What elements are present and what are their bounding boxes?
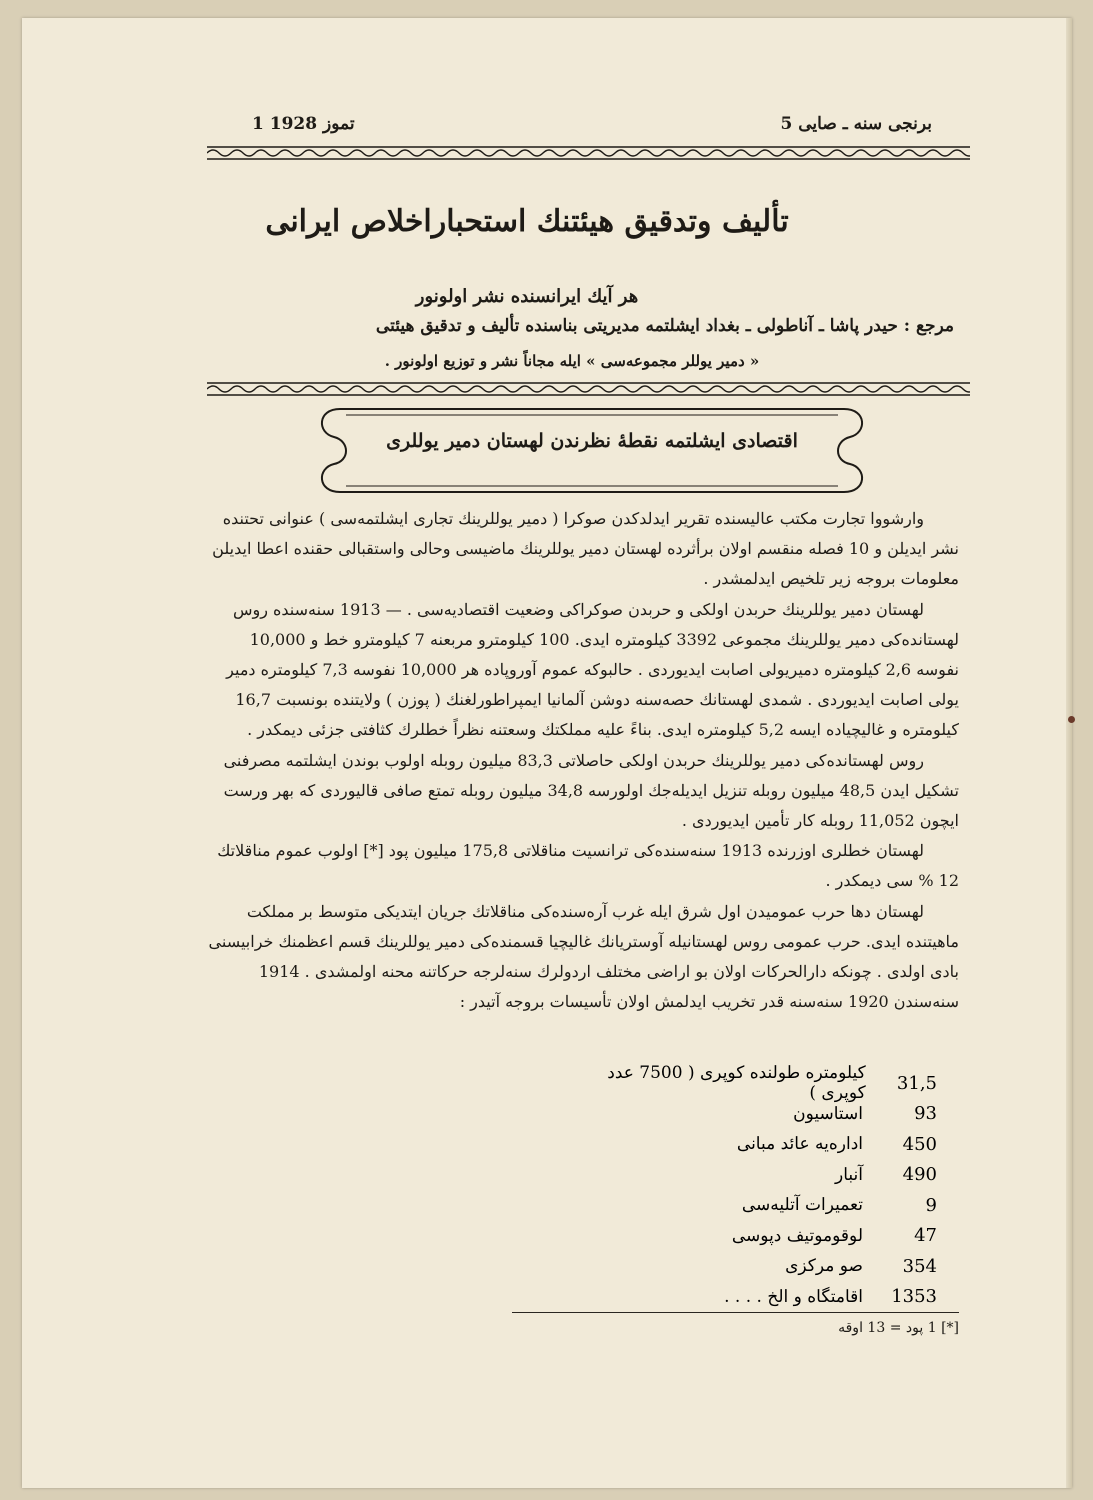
- paragraph-prewar: لهستان دمیر یوللرینك حربدن اولکی و حربدن صوکراکی وضعیت اقتصادیه‌سی . — 1913 سنه‌سنده روس لهستانده‌کی دمیر یوللرینك مجموعی 3392 کیلومتره ایدی. 100 کیلومترو مربعنه 7 کیلومترو خط و 10,000 نفوسه 2,6 کیلومتره دمیریولی اصابت ایدیوردی . حالبوکه عموم آوروپاده هر 10,000 نفوسه 7,3 کیلومتره دمیر یولی اصابت ایدیوردی . شمدی لهستانك حصه‌سنه دوشن آلمانیا ایمپراطورلغنك ( پوزن ) ولایتنده بونسبت 16,7 کیلومتره و غالیچیاده ایسه 5,2 کیلومتره ایدی. بناءً علیه مملکتك وسعتنه نظراً خطلرك کثافتی جزئی دیمکدر .: [226, 599, 959, 740]
- publication-title: تألیف وتدقیق هیئتنك استحباراخلاص ایرانی: [265, 204, 789, 239]
- list-item-label: کیلومتره طولنده کوپری ( 7500 عدد کوپری ): [607, 1063, 866, 1104]
- issue-date: 1 تموز 1928: [252, 114, 355, 134]
- list-item: [560, 1063, 937, 1104]
- paragraph-transit: لهستان خطلری اوزرنده 1913 سنه‌سنده‌کی ترانسیت مناقلاتی 175,8 میلیون پود [*] اولوب عموم مناقلاتك 12 % سی دیمکدر .: [217, 841, 959, 891]
- ornamental-border-middle: [207, 382, 970, 396]
- list-item-number: 450: [902, 1133, 937, 1155]
- list-item: [560, 1129, 937, 1160]
- list-item-number: 354: [902, 1255, 937, 1277]
- footnote: [*] 1 پود = 13 اوقه: [838, 1320, 959, 1336]
- paragraph-war-damage: لهستان دها حرب عمومیدن اول شرق ایله غرب آره‌سنده‌کی مناقلاتك جریان ایتدیکی متوسط بر مملکت ماهیتنده ایدی. حرب عمومی روس لهستانیله آوستریانك غالیچیا قسمنده‌کی دمیر یوللرینك قسم اعظمنك خرابیسنی بادی اولدی . چونکه دارالحرکات اولان بو اراضی مختلف اردولرك سنه‌لرجه حرکاتنه محنه اولمشدی . 1914 سنه‌سندن 1920 سنه‌سنه قدر تخریب ایدلمش اولان تأسیسات بروجه آتیدر :: [208, 901, 959, 1012]
- list-item-label: اقامتگاه و الخ . . . .: [724, 1286, 863, 1307]
- paragraph-revenue: روس لهستانده‌کی دمیر یوللرینك حربدن اولکی حاصلاتی 83,3 میلیون روبله اولوب بوندن ایشلتمه مصرفنی تشکیل ایدن 48,5 میلیون روبله تنزیل ایدیله‌جك اولورسه 34,8 میلیون روبله تمتع صافی قالیوردی که بهر ورست ایچون 11,052 روبله کار تأمین ایدیوردی .: [223, 750, 959, 831]
- footnote-rule: [512, 1312, 959, 1313]
- list-item-number: 31,5: [896, 1072, 937, 1094]
- publication-frequency: هر آیك ایرانسنده نشر اولونور: [415, 286, 639, 307]
- list-item-number: 490: [902, 1164, 937, 1186]
- list-item-number: 9: [925, 1194, 937, 1216]
- list-item: [560, 1251, 937, 1282]
- list-item-label: لوقوموتیف دپوسی: [731, 1225, 863, 1246]
- article-title: اقتصادی ایشلتمه نقطهٔ نظرندن لهستان دمیر یوللری: [386, 430, 798, 452]
- list-item: [560, 1221, 937, 1252]
- list-item-number: 1353: [891, 1286, 937, 1308]
- article-body: [207, 504, 959, 1017]
- page-edge-shadow: [1066, 18, 1072, 1488]
- publication-reference: مرجع : حیدر پاشا ـ آناطولی ـ بغداد ایشلتمه مدیریتی بناسنده تألیف و تدقیق هیئتی: [375, 316, 954, 336]
- list-item-label: استاسیون: [793, 1103, 863, 1124]
- list-item-number: 47: [914, 1225, 937, 1247]
- issue-number: برنجی سنه ـ صایی 5: [780, 114, 932, 134]
- list-item-label: صو مرکزی: [785, 1256, 863, 1277]
- ornamental-border-top: [207, 146, 970, 160]
- list-item-label: آنبار: [835, 1164, 863, 1185]
- distribution-note: « دمیر یوللر مجموعه‌سی » ایله مجاناً نشر و توزیع اولونور .: [384, 352, 760, 370]
- list-item-label: اداره‌یه عائد مبانی: [736, 1134, 863, 1155]
- damage-list: [560, 1063, 937, 1312]
- list-item: [560, 1190, 937, 1221]
- list-item-label: تعمیرات آتلیه‌سی: [741, 1195, 863, 1216]
- list-item: [560, 1282, 937, 1313]
- list-item-number: 93: [914, 1103, 937, 1125]
- paragraph-intro: وارشووا تجارت مکتب عالیسنده تقریر ایدلدکدن صوکرا ( دمیر یوللرینك تجاری ایشلتمه‌سی ) عنوانی تحتنده نشر ایدیلن و 10 فصله منقسم اولان برأثرده لهستان دمیر یوللرینك ماضیسی وحالی واستقبالی حقنده اعطا ایدیلن معلومات بروجه زیر تلخیص ایدلمشدر .: [212, 509, 959, 589]
- list-item: [560, 1160, 937, 1191]
- ink-spot: [1068, 716, 1075, 723]
